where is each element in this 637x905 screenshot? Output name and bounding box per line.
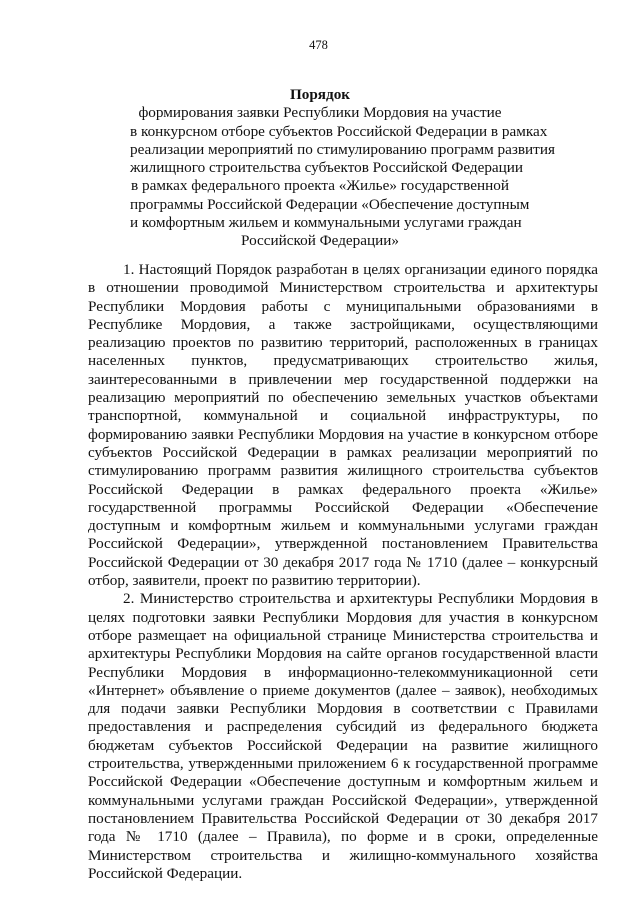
- title-line: Российской Федерации»: [241, 232, 399, 250]
- title-line: программы Российской Федерации «Обеспечение доступным: [130, 195, 530, 213]
- title-line: и комфортным жильем и коммунальными услугами граждан: [130, 214, 522, 232]
- title-line: в конкурсном отборе субъектов Российской Федерации в рамках: [130, 122, 548, 140]
- title-line: в рамках федерального проекта «Жилье» государственной: [131, 177, 509, 195]
- page-number: 478: [309, 38, 328, 52]
- title-heading: Порядок: [289, 86, 351, 103]
- document-title: [130, 86, 555, 251]
- title-line: формирования заявки Республики Мордовия на участие: [138, 104, 502, 122]
- paragraph-2: 2. Министерство строительства и архитектуры Республики Мордовия в целях подготовки заявки Республики Мордовия для участия в конкурсном отборе размещает на официальной странице Министерства строительства и архитектуры Республики Мордовия на сайте органов государственной власти Республики Мордовия в информационно-телекоммуникационной сети «Интернет» объявление о приеме документов (далее – заявок), необходимых для подачи заявки Республики Мордовия в соответствии с Правилами предоставления и распределения субсидий из федерального бюджета бюджетам субъектов Российской Федерации на развитие жилищного строительства, утвержденными приложением 6 к государственной программе Российской Федерации «Обеспечение доступным и комфортным жильем и коммунальными услугами граждан Российской Федерации», утвержденной постановлением Правительства Российской Федерации от 30 декабря 2017 года № 1710 (далее – Правила), по форме и в сроки, определенные Министерством строительства и жилищно-коммунального хозяйства Российской Федерации.: [88, 590, 598, 882]
- paragraph-1: 1. Настоящий Порядок разработан в целях организации единого порядка в отношении проводимой Министерством строительства и архитектуры Республики Мордовия работы с муниципальными образованиями в Республике Мордовия, а также застройщиками, осуществляющими реализацию проектов по развитию территорий, расположенных в границах населенных пунктов, предусматривающих строительство жилья, заинтересованными в привлечении мер государственной поддержки на реализацию мероприятий по обеспечению земельных участков объектами транспортной, коммунальной и социальной инфраструктуры, по формированию заявки Республики Мордовия на участие в конкурсном отборе субъектов Российской Федерации в рамках реализации мероприятий по стимулированию программ развития жилищного строительства субъектов Российской Федерации в рамках федерального проекта «Жилье» государственной программы Российской Федерации «Обеспечение доступным и комфортным жильем и коммунальными услугами граждан Российской Федерации», утвержденной постановлением Правительства Российской Федерации от 30 декабря 2017 года № 1710 (далее – конкурсный отбор, заявители, проект по развитию территории).: [88, 261, 598, 590]
- title-line: жилищного строительства субъектов Российской Федерации: [130, 159, 524, 177]
- document-body: [88, 261, 598, 883]
- title-line: реализации мероприятий по стимулированию программ развития: [130, 140, 555, 158]
